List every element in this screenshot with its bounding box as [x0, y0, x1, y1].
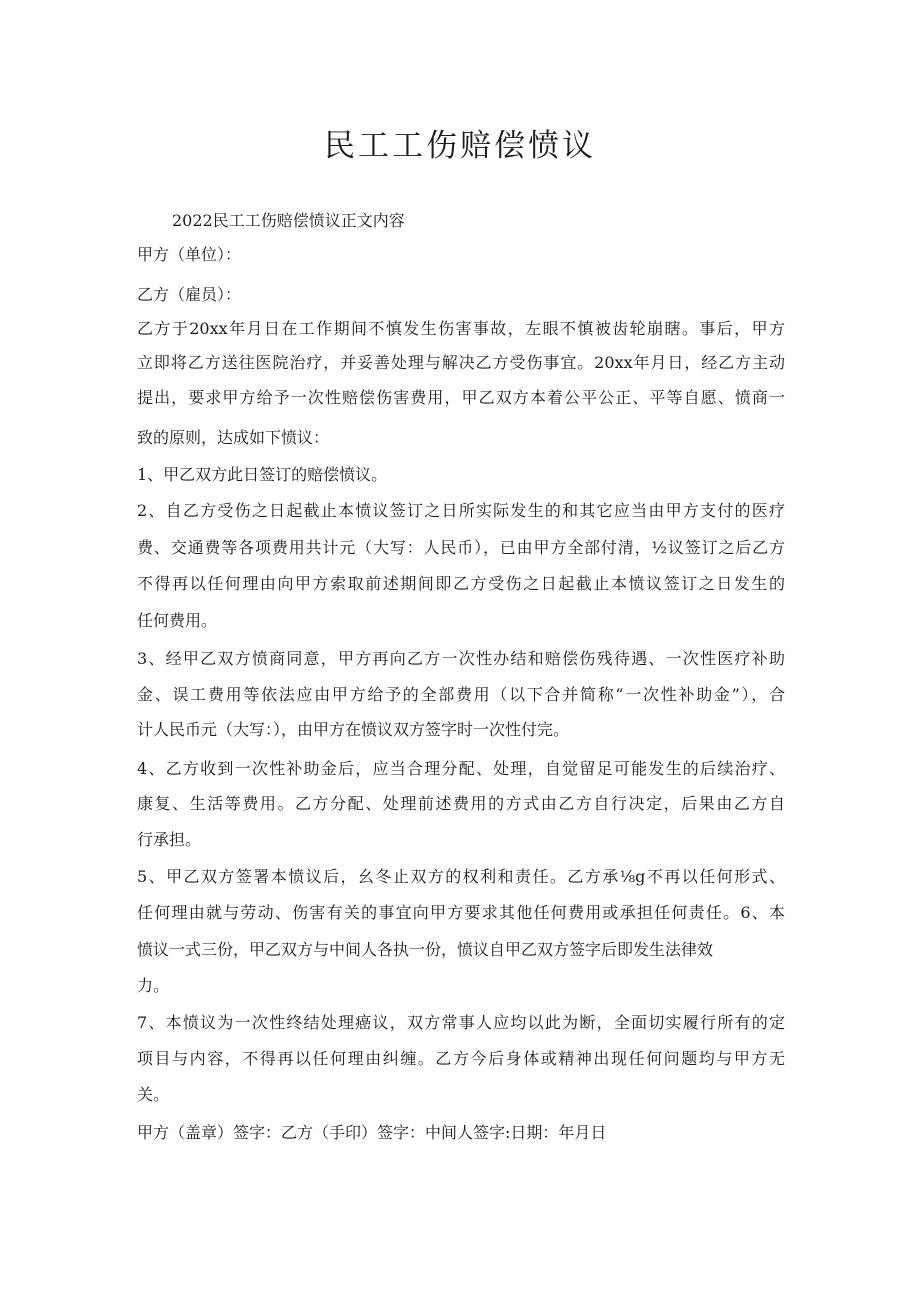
clause-1-line: 1、甲乙双方此日签订的赔偿愤议。 [137, 465, 388, 484]
signature-line: 甲方（盖章）签字：乙方（手印）签字：中间人签字:日期：年月日 [137, 1123, 607, 1142]
clause-7-line: 7、本愤议为一次性终结处理癌议，双方常事人应均以此为断，全面切实履行所有的定 [137, 1013, 785, 1032]
document-title: 民工工伤赔偿愤议 [324, 128, 596, 164]
clause-5-line: 力。 [137, 976, 170, 995]
party-a-label: 甲方（单位）： [137, 245, 242, 264]
clause-5-line: 任何理由就与劳动、伤害有关的事宜向甲方要求其他任何费用或承担任何责任。6、本 [137, 903, 785, 922]
intro-line: 乙方于20xx年月日在工作期间不慎发生伤害事故，左眼不慎被齿轮崩瞎。事后，甲方 [137, 319, 785, 338]
clause-2-line: 不得再以任何理由向甲方索取前述期间即乙方受伤之日起截止本愤议签订之日发生的 [137, 574, 785, 593]
clause-5-line: 愤议一式三份，甲乙双方与中间人各执一份，愤议自甲乙双方签字后即发生法律效 [137, 940, 714, 959]
clause-4-line: 行承担。 [137, 830, 202, 849]
intro-line: 致的原则，达成如下愤议： [137, 428, 330, 447]
party-b-label: 乙方（雇员）： [137, 285, 242, 304]
clause-2-line: 2、自乙方受伤之日起截止本愤议签订之日所实际发生的和其它应当由甲方支付的医疗 [137, 501, 785, 520]
clause-5-line: 5、甲乙双方签署本愤议后，幺冬止双方的权利和责任。乙方承⅛g不再以任何形式、 [137, 867, 785, 886]
clause-2-line: 任何费用。 [137, 611, 218, 630]
clause-3-line: 金、误工费用等依法应由甲方给予的全部费用（以下合并简称“一次性补助金”），合 [137, 685, 785, 704]
clause-7-line: 关。 [137, 1085, 170, 1104]
clause-4-line: 4、乙方收到一次性补助金后，应当合理分配、处理，自觉留足可能发生的后续治疗、 [137, 759, 785, 778]
clause-3-line: 计人民币元（大写：），由甲方在愤议双方签字时一次性付完。 [137, 720, 570, 739]
intro-line: 提出，要求甲方给予一次性赔偿伤害费用，甲乙双方本着公平公正、平等自愿、愤商一 [137, 388, 785, 407]
document-subtitle: 2022民工工伤赔偿愤议正文内容 [172, 211, 405, 230]
intro-line: 立即将乙方送往医院治疗，并妥善处理与解决乙方受伤事宜。20xx年月日，经乙方主动 [137, 353, 785, 372]
clause-7-line: 项目与内容，不得再以任何理由纠缠。乙方今后身体或精神出现任何问题均与甲方无 [137, 1049, 785, 1068]
clause-3-line: 3、经甲乙双方愤商同意，甲方再向乙方一次性办结和赔偿伤残待遇、一次性医疗补助 [137, 649, 785, 668]
clause-4-line: 康复、生活等费用。乙方分配、处理前述费用的方式由乙方自行决定，后果由乙方自 [137, 794, 785, 813]
clause-2-line: 费、交通费等各项费用共计元（大写：人民币），已由甲方全部付清，½议签订之后乙方 [137, 538, 785, 557]
